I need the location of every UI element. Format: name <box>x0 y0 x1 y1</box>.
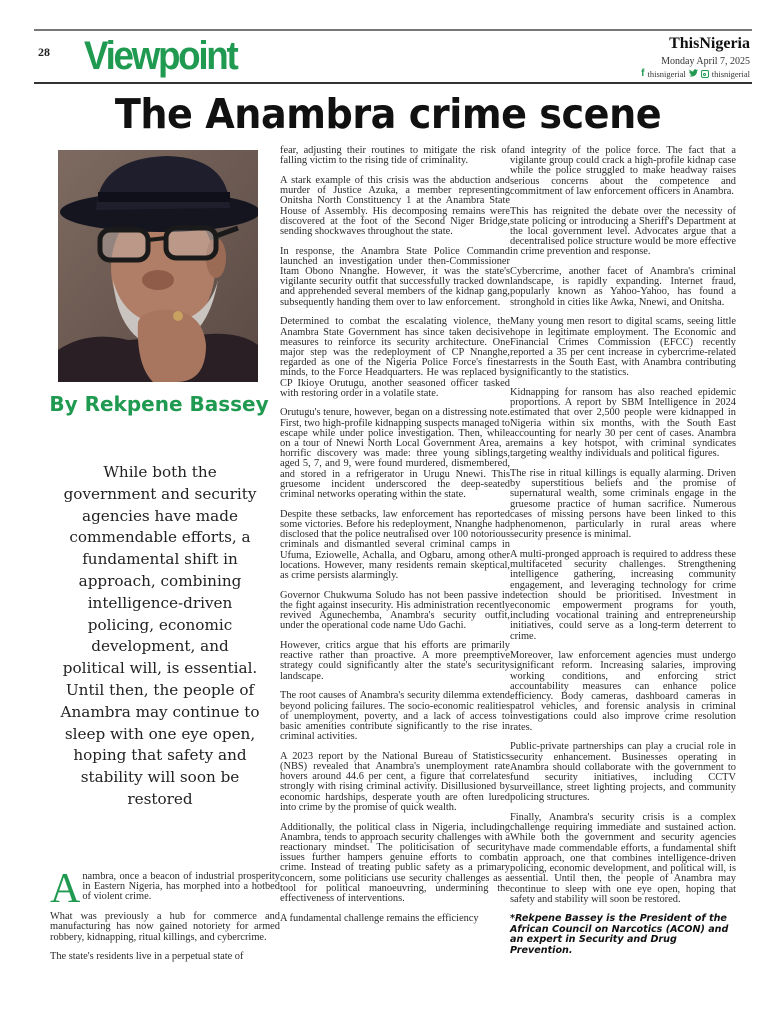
paragraph: Cybercrime, another facet of Anambra's criminal landscape, is rapidly expanding. Internet fraud, popularly known as Yahoo-Yahoo, has found a stronghold in cities like Awka, Nnewi, and Onitsha. <box>510 266 736 308</box>
social-handles <box>641 68 750 80</box>
paragraph <box>50 866 280 912</box>
page-header <box>34 29 752 84</box>
paragraph: Orutugu's tenure, however, began on a distressing note. First, two high-profile kidnapping suspects managed to escape while under police investigation. Then, while on a tour of Nnewi North Local Government Area, a horrific discovery was made: three young siblings, aged 5, 7, and 9, were found murdered, dismembered, and stored in a refrigerator in Urugu Nnewi. This gruesome incident underscored the deep-seated criminal networks operating within the state. <box>280 407 510 501</box>
facebook-icon: f <box>641 68 645 79</box>
paragraph: The state's residents live in a perpetual state of <box>50 951 244 963</box>
paragraph: A multi-pronged approach is required to address these multifaceted security challenges. Strengthening intelligence gathering, increasing community engagement, and leveraging technology for crime detection should be prioritised. Investment in economic empowerment programs for youth, including vocational training and entrepreneurship initiatives, could serve as a long-term deterrent to crime. <box>510 548 736 642</box>
paragraph: A fundamental challenge remains the efficiency <box>280 912 479 924</box>
author-bio: *Rekpene Bassey is the President of the African Council on Narcotics (ACON) and an expert in Security and Drug Prevention. <box>510 913 729 956</box>
masthead <box>641 35 750 80</box>
paragraph: and integrity of the police force. The fact that a vigilante group could crack a high-profile kidnap case while the police struggled to make headway raises serious concerns about the competence and commitment of law enforcement officers in Anambra. <box>510 145 736 197</box>
paragraph: Many young men resort to digital scams, seeing little hope in legitimate employment. The Economic and Financial Crimes Commission (EFCC) recently reported a 35 per cent increase in cybercrime-related arrests in the South East, with Anambra contributing significantly to the statistics. <box>510 316 736 379</box>
paragraph: The rise in ritual killings is equally alarming. Driven by superstitious beliefs and the promise of supernatural wealth, some criminals engage in the gruesome practice of human sacrifice. Numerous cases of missing persons have been linked to this phenomenon, particularly in rural areas where security presence is minimal. <box>510 467 736 541</box>
paragraph: Governor Chukwuma Soludo has not been passive in the fight against insecurity. His administration recently revived Agunechemba, Anambra's security outfit, under the operational code name Udo Gachi. <box>280 589 510 632</box>
paragraph: A 2023 report by the National Bureau of Statistics (NBS) revealed that Anambra's unemployment rate hovers around 44.6 per cent, a figure that correlates strongly with rising criminal activity. Disillusioned by economic hardships, desperate youth are often lured into crime by the promise of quick wealth. <box>280 750 510 813</box>
pull-quote: While both the government and security agencies have made commendable efforts, a fundamental shift in approach, combining intelligence-driven policing, economic development, and political will, is essential. Until then, the people of Anambra may continue to sleep with one eye open, hoping that safety and stability will soon be restored <box>60 463 260 808</box>
article-column-2 <box>280 146 510 933</box>
instagram-icon <box>701 70 709 78</box>
article-column-3 <box>510 146 736 966</box>
paragraph: The root causes of Anambra's security dilemma extend beyond policing failures. The socio-economic realities of unemployment, poverty, and a lack of access to basic amenities contribute significantly to the rise in criminal activities. <box>280 690 510 743</box>
paragraph: Determined to combat the escalating violence, the Anambra State Government has since taken decisive measures to reinforce its security architecture. One major step was the redeployment of CP Nnanghe, regarded as one of the Nigeria Police Force's finest minds, to the Force Headquarters. He was replaced by CP Ikioye Orutugu, another seasoned officer tasked with restoring order in a volatile state. <box>280 316 510 399</box>
section-title: Viewpoint <box>84 34 237 78</box>
page-number: 28 <box>38 45 50 59</box>
twitter-icon <box>689 68 698 80</box>
paragraph: In response, the Anambra State Police Command launched an investigation under then-Commissioner Itam Obono Nnanghe. However, it was the state's vigilante security outfit that successfully tracked down and apprehended several members of the kidnap gang, subsequently handing them over to law enforcement. <box>280 245 510 308</box>
author-photo <box>58 150 258 382</box>
issue-date: Monday April 7, 2025 <box>661 56 750 67</box>
paragraph: Kidnapping for ransom has also reached epidemic proportions. A report by SBM Intelligence in 2024 estimated that over 2,500 people were kidnapped in Nigeria within six months, with the South East accounting for nearly 30 per cent of cases. Anambra remains a key hotspot, with criminal syndicates targeting wealthy individuals and political figures. <box>510 387 736 460</box>
paragraph: fear, adjusting their routines to mitigate the risk of falling victim to the rising tide of criminality. <box>280 145 510 167</box>
paragraph: What was previously a hub for commerce and manufacturing has now gained notoriety for armed robbery, kidnapping, ritual killings, and cybercrime. <box>50 911 280 943</box>
paragraph: However, critics argue that his efforts are primarily reactive rather than proactive. A more preemptive strategy could significantly alter the state's security landscape. <box>280 640 510 682</box>
facebook-handle: thisnigerial <box>647 69 686 79</box>
byline: By Rekpene Bassey <box>49 392 269 416</box>
paper-name: ThisNigeria <box>669 35 750 52</box>
paragraph: Moreover, law enforcement agencies must undergo significant reform. Increasing salaries, improving working conditions, and enforcing strict accountability measures can enhance police efficiency. Body cameras, dashboard cameras in patrol vehicles, and forensic analysis in criminal investigations could also improve crime resolution rates. <box>510 650 736 733</box>
paragraph: A stark example of this crisis was the abduction and murder of Justice Azuka, a member representing Onitsha North Constituency 1 at the Anambra State House of Assembly. His decomposing remains were discovered at the foot of the Second Niger Bridge, sending shockwaves throughout the state. <box>280 174 510 237</box>
paragraph: Finally, Anambra's security crisis is a complex challenge requiring immediate and sustained action. While both the government and security agencies have made commendable efforts, a fundamental shift in approach, one that combines intelligence-driven policing, economic development, and political will, is essential. Until then, the people of Anambra may continue to sleep with one eye open, hoping that safety and stability will soon be restored. <box>510 812 736 905</box>
drop-cap: A <box>50 866 81 912</box>
paragraph: This has reignited the debate over the necessity of state policing or introducing a Sheriff's Department at the local government level. Advocates argue that a decentralised police structure would be more effective in crime prevention and response. <box>510 205 736 258</box>
paragraph: Despite these setbacks, law enforcement has reported some victories. Before his redeployment, Nnanghe had disclosed that the police neutralised over 100 notorious criminals and dismantled several criminal camps in Ufuma, Eziowelle, Achalla, and Ogbaru, among other locations. However, many residents remain skeptical, as crime persists alarmingly. <box>280 508 510 582</box>
paragraph-text: nambra, once a beacon of industrial prosperity in Eastern Nigeria, has morphed into a hotbed of violent crime. <box>82 871 280 903</box>
paragraph: Additionally, the political class in Nigeria, including Anambra, tends to approach security challenges with a reactionary mindset. The politicisation of security issues further hampers genuine efforts to combat crime. Instead of treating public safety as a primary concern, some politicians use security challenges as a tool for political manoeuvring, undermining the effectiveness of interventions. <box>280 821 510 904</box>
paragraph: Public-private partnerships can play a crucial role in security enhancement. Businesses operating in Anambra should collaborate with the government to fund security initiatives, including CCTV surveillance, street lighting projects, and community policing structures. <box>510 741 736 804</box>
article-column-1 <box>50 866 280 972</box>
instagram-handle: thisnigerial <box>711 69 750 79</box>
headline: The Anambra crime scene <box>114 90 662 138</box>
